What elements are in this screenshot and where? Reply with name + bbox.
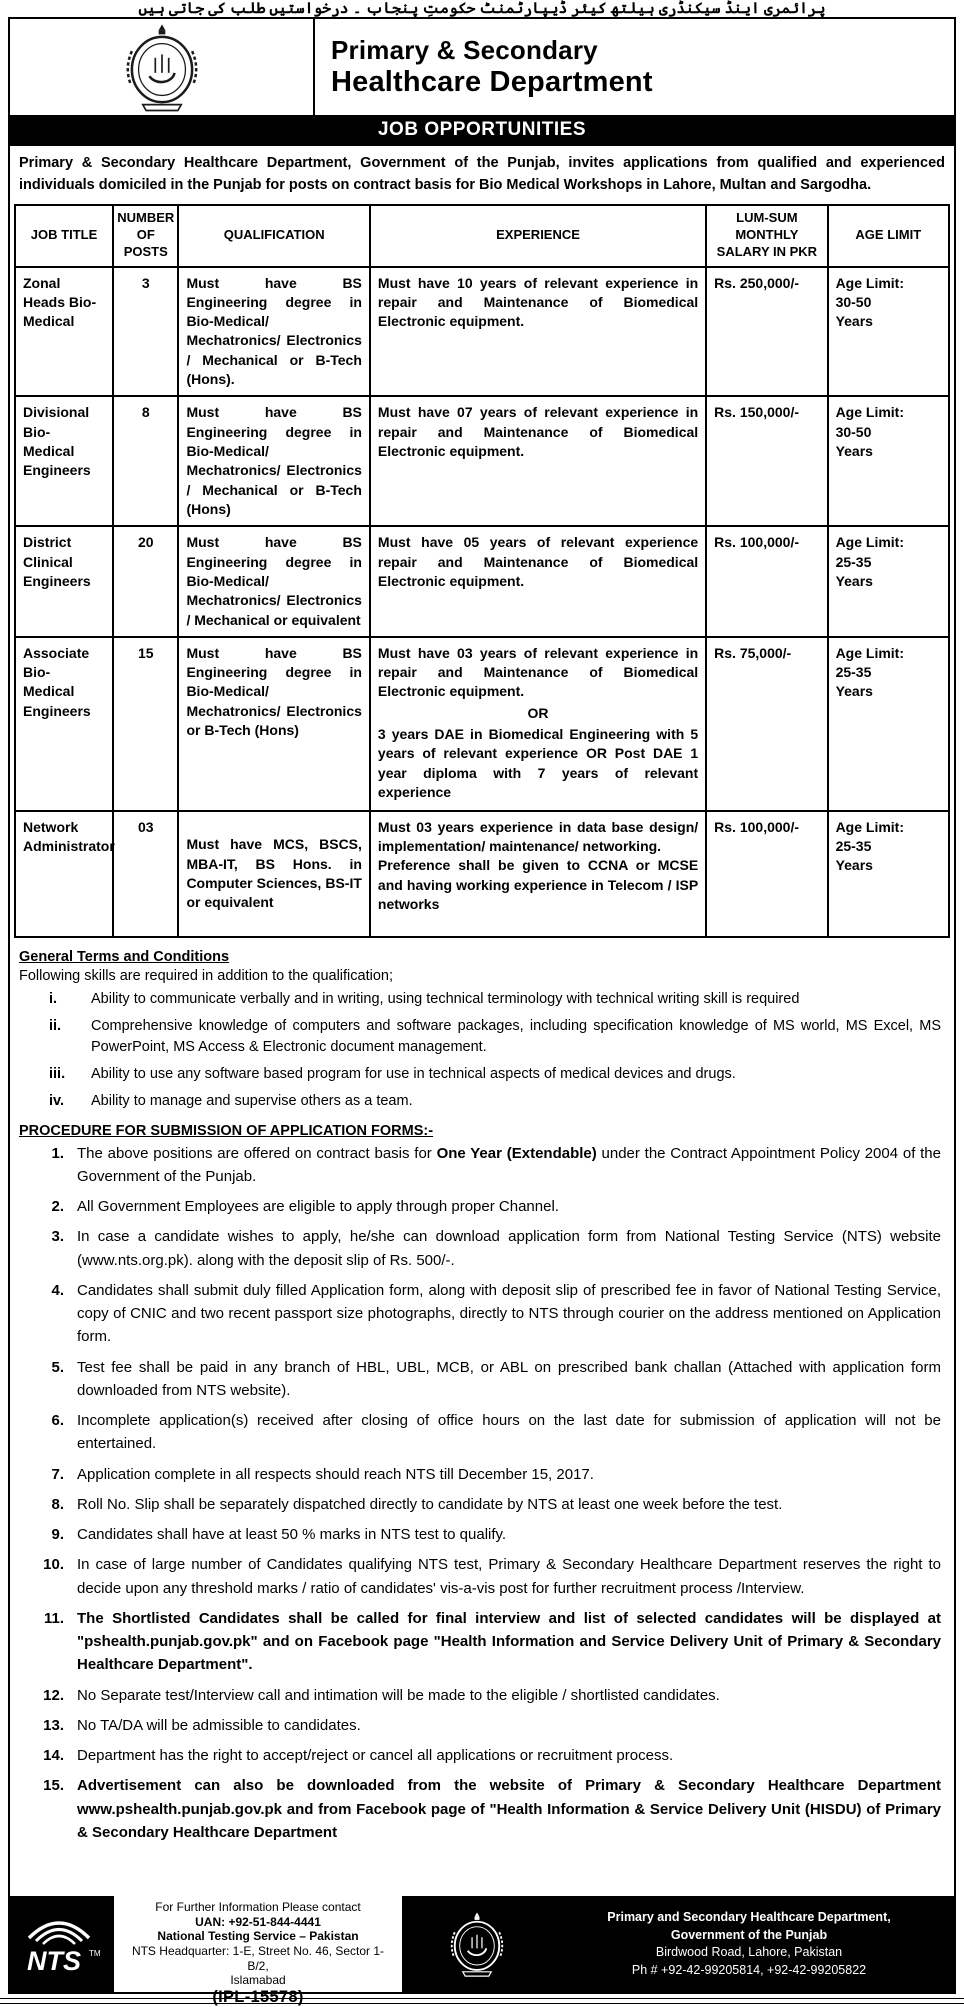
posts-cell: 3 — [113, 267, 178, 397]
experience-part1: Must 03 years experience in data base design/ implementation/ maintenance/ networking. — [377, 818, 699, 855]
terms-intro: Following skills are required in addition to the qualification; — [19, 967, 393, 984]
age-limit-unit: Years — [835, 313, 873, 330]
table-row — [15, 396, 949, 526]
job-title-cell: Network Administrator — [15, 811, 113, 937]
punjab-crest-footer-icon — [446, 1910, 508, 1978]
item1-bold: One Year (Extendable) — [436, 1144, 597, 1162]
ad-header — [10, 19, 954, 115]
clipped-urdu-line: پرائمری اینڈ سیکنڈری ہیلتھ کیئر ڈیپارٹمنٹ حکومتِ پنجاب ۔ درخواستیں طلب کی جاتی ہیں — [138, 0, 826, 17]
age-limit-cell — [828, 267, 949, 397]
qualification-cell: Must have BS Engineering degree in Bio-Medical/ Mechatronics/ Electronics or B-Tech (Hons) — [178, 637, 369, 811]
general-terms-section — [10, 944, 954, 1118]
age-limit-unit: Years — [835, 443, 873, 459]
terms-item — [19, 1064, 945, 1086]
procedure-item-number: 6. — [51, 1412, 64, 1430]
column-header-qualification: QUALIFICATION — [178, 205, 369, 267]
procedure-item-number: 3. — [51, 1228, 64, 1246]
procedure-item-text: Incomplete application(s) received after closing of office hours on the last date for submission of application will not be entertained. — [77, 1412, 941, 1453]
contact-line1: For Further Information Please contact — [155, 1900, 361, 1914]
procedure-item — [19, 1523, 945, 1546]
procedure-item-text: Candidates shall have at least 50 % marks in NTS test to qualify. — [77, 1526, 507, 1544]
footer-punjab-crest — [402, 1896, 552, 1992]
procedure-item — [19, 1714, 945, 1737]
age-limit-label: Age Limit: — [835, 644, 905, 661]
column-header-experience: EXPERIENCE — [370, 205, 706, 267]
procedure-item-text: Candidates shall submit duly filled Application form, along with deposit slip of prescribed fee in favor of National Testing Service, copy of CNIC and two recent passport size photographs, directly to NTS through courier on the address mentioned on Application form. — [77, 1281, 941, 1346]
procedure-item — [19, 1225, 945, 1272]
procedure-item-text: Department has the right to accept/reject or cancel all applications or recruitment process. — [77, 1747, 674, 1765]
procedure-item — [19, 1463, 945, 1486]
procedure-item-number: 1. — [51, 1144, 64, 1162]
experience-cell: Must have 10 years of relevant experience in repair and Maintenance of Biomedical Electronic equipment. — [370, 267, 706, 397]
punjab-crest-logo — [10, 19, 315, 115]
job-title-cell: Associate Bio- Medical Engineers — [15, 637, 113, 811]
salary-cell: Rs. 150,000/- — [706, 396, 827, 526]
experience-part1: Must have 03 years of relevant experience in repair and Maintenance of Biomedical Electronic equipment. — [377, 644, 699, 700]
procedure-item-number: 10. — [43, 1556, 64, 1574]
procedure-item-text: No TA/DA will be admissible to candidates. — [77, 1716, 361, 1734]
salary-cell: Rs. 250,000/- — [706, 267, 827, 397]
experience-or-separator: OR — [527, 704, 549, 721]
general-terms-heading: General Terms and Conditions — [19, 948, 230, 965]
procedure-item-text: In case of large number of Candidates qualifying NTS test, Primary & Secondary Healthcare Department reserves the right to decide upon any threshold marks / ratio of candidates' vis-a-vis post for further recruitment process /Interview. — [77, 1556, 941, 1597]
qualification-cell: Must have MCS, BSCS, MBA-IT, BS Hons. in Computer Sciences, BS-IT or equivalent — [178, 811, 369, 937]
item1-pre: The above positions are offered on contract basis for — [77, 1144, 437, 1162]
nts-contact-panel — [114, 1896, 402, 2006]
procedure-item-number: 11. — [43, 1609, 64, 1627]
procedure-heading: PROCEDURE FOR SUBMISSION OF APPLICATION FORMS:- — [19, 1122, 434, 1139]
posts-cell: 8 — [113, 396, 178, 526]
terms-item — [19, 989, 945, 1011]
age-limit-cell — [828, 526, 949, 637]
item1-post: under the Contract Appointment Policy 2004 of the Government of the Punjab. — [77, 1144, 941, 1185]
terms-item — [19, 1016, 945, 1060]
procedure-item-text: All Government Employees are eligible to apply through proper Channel. — [77, 1198, 559, 1216]
salary-cell: Rs. 100,000/- — [706, 526, 827, 637]
procedure-item-text: Application complete in all respects should reach NTS till December 15, 2017. — [77, 1465, 594, 1483]
table-row — [15, 811, 949, 937]
table-row — [15, 637, 949, 811]
age-limit-label: Age Limit: — [835, 404, 905, 421]
procedure-item-text: Test fee shall be paid in any branch of HBL, UBL, MCB, or ABL on prescribed bank challan (Attached with application form downloaded from NTS website). — [77, 1358, 941, 1399]
department-title-line2: Healthcare Department — [331, 66, 653, 98]
posts-cell: 20 — [113, 526, 178, 637]
dept-line4: Ph # +92-42-99205814, +92-42-99205822 — [631, 1962, 867, 1977]
column-header-posts: NUMBER OF POSTS — [113, 205, 178, 267]
age-limit-cell — [828, 396, 949, 526]
procedure-item-number: 4. — [51, 1281, 64, 1299]
age-limit-unit: Years — [835, 857, 873, 874]
procedure-item-text: The Shortlisted Candidates shall be called for final interview and list of selected candidates will be displayed at "pshealth.punjab.gov.pk" and on Facebook page "Health Information and Service Delivery Unit of Primary & Secondary Healthcare Department". — [77, 1609, 941, 1674]
experience-part2: Preference shall be given to CCNA or MCSE and having working experience in Telecom / ISP networks — [377, 857, 699, 913]
contact-address1: NTS Headquarter: 1-E, Street No. 46, Sector 1- B/2, — [131, 1943, 385, 1973]
experience-cell: Must have 05 years of relevant experience repair and Maintenance of Biomedical Electronic equipment. — [370, 526, 706, 637]
procedure-item-number: 9. — [51, 1526, 64, 1544]
experience-cell — [370, 811, 706, 937]
salary-cell: Rs. 100,000/- — [706, 811, 827, 937]
procedure-item — [19, 1774, 945, 1844]
table-header-row — [15, 205, 949, 267]
procedure-section — [10, 1118, 954, 1852]
experience-cell — [370, 637, 706, 811]
procedure-item — [19, 1142, 945, 1189]
bottom-double-rule — [0, 1998, 964, 2004]
age-limit-range: 25-35 — [835, 553, 872, 570]
nts-logo — [10, 1896, 114, 1992]
svg-text:TM: TM — [89, 1949, 101, 1958]
procedure-item — [19, 1195, 945, 1218]
terms-item-number: iii. — [49, 1066, 66, 1083]
age-limit-range: 30-50 — [835, 423, 872, 440]
procedure-item — [19, 1553, 945, 1600]
job-advertisement — [8, 17, 956, 2006]
procedure-item-text: In case a candidate wishes to apply, he/she can download application form from National Testing Service (NTS) website (www.nts.org.pk). along with the deposit slip of Rs. 500/-. — [77, 1228, 941, 1269]
terms-item-number: i. — [49, 990, 58, 1007]
procedure-item — [19, 1356, 945, 1403]
procedure-item-number: 13. — [43, 1716, 64, 1734]
qualification-cell: Must have BS Engineering degree in Bio-Medical/ Mechatronics/ Electronics / Mechanical or B-Tech (Hons). — [178, 267, 369, 397]
contact-org: National Testing Service – Pakistan — [157, 1929, 359, 1944]
terms-item-text: Comprehensive knowledge of computers and software packages, including specification knowledge of MS world, MS Excel, MS PowerPoint, MS Access & Electronic document management. — [91, 1017, 941, 1056]
qualification-cell: Must have BS Engineering degree in Bio-Medical/ Mechatronics/ Electronics / Mechanical or B-Tech (Hons) — [178, 396, 369, 526]
procedure-item-text: Roll No. Slip shall be separately dispatched directly to candidate by NTS at least one week before the test. — [77, 1495, 783, 1513]
terms-item-text: Ability to use any software based program for use in technical aspects of medical devices and drugs. — [91, 1066, 736, 1083]
procedure-item — [19, 1279, 945, 1349]
job-title-cell: Divisional Bio- Medical Engineers — [15, 396, 113, 526]
age-limit-unit: Years — [835, 572, 873, 589]
department-title-line1: Primary & Secondary — [331, 35, 598, 65]
svg-text:NTS: NTS — [27, 1946, 81, 1976]
department-address-block — [552, 1896, 954, 1992]
age-limit-cell — [828, 637, 949, 811]
experience-part2: 3 years DAE in Biomedical Engineering with 5 years of relevant experience OR Post DAE 1 year diploma with 7 years of relevant experience — [377, 726, 699, 800]
age-limit-range: 30-50 — [835, 293, 872, 310]
department-title-block — [315, 19, 954, 115]
age-limit-label: Age Limit: — [835, 818, 905, 835]
table-row — [15, 526, 949, 637]
job-title-cell: District Clinical Engineers — [15, 526, 113, 637]
salary-cell: Rs. 75,000/- — [706, 637, 827, 811]
age-limit-label: Age Limit: — [835, 274, 905, 291]
terms-item-text: Ability to communicate verbally and in writing, using technical terminology with technical writing skill is required — [91, 990, 800, 1007]
procedure-item — [19, 1409, 945, 1456]
procedure-item-number: 15. — [43, 1777, 64, 1795]
contact-uan: UAN: +92-51-844-4441 — [195, 1914, 321, 1929]
job-title-cell: Zonal Heads Bio- Medical — [15, 267, 113, 397]
dept-line1: Primary and Secondary Healthcare Department, — [607, 1910, 891, 1924]
procedure-item-text — [77, 1142, 945, 1189]
terms-item-text: Ability to manage and supervise others as a team. — [91, 1092, 413, 1109]
procedure-item — [19, 1684, 945, 1707]
dept-line3: Birdwood Road, Lahore, Pakistan — [655, 1945, 843, 1959]
terms-item — [19, 1091, 945, 1113]
age-limit-unit: Years — [835, 683, 873, 700]
procedure-item — [19, 1607, 945, 1677]
terms-item-number: ii. — [49, 1017, 62, 1034]
procedure-item-text: Advertisement can also be downloaded from the website of Primary & Secondary Healthcare Department www.pshealth.punjab.gov.pk and from Facebook page of "Health Information & Service Delivery Unit (HISDU) of Primary & Secondary Healthcare Department — [77, 1777, 941, 1841]
nts-logo-icon — [19, 1912, 105, 1976]
experience-cell: Must have 07 years of relevant experience in repair and Maintenance of Biomedical Electronic equipment. — [370, 396, 706, 526]
procedure-item-number: 5. — [51, 1358, 64, 1376]
footer-bar — [10, 1896, 954, 2006]
age-limit-cell — [828, 811, 949, 937]
terms-item-number: iv. — [49, 1092, 65, 1109]
age-limit-range: 25-35 — [835, 838, 872, 855]
clipped-newspaper-urdu-text — [0, 0, 964, 15]
contact-address2: Islamabad — [230, 1973, 286, 1988]
table-row — [15, 267, 949, 397]
procedure-item-number: 14. — [43, 1747, 64, 1765]
posts-cell: 15 — [113, 637, 178, 811]
column-header-job-title: JOB TITLE — [15, 205, 113, 267]
procedure-item-number: 8. — [51, 1495, 64, 1513]
dept-line2: Government of the Punjab — [670, 1927, 828, 1942]
intro-paragraph: Primary & Secondary Healthcare Department, Government of the Punjab, invites applications from qualified and experienced individuals domiciled in the Punjab for posts on contract basis for Bio Medical Workshops in Lahore, Multan and Sargodha. — [19, 155, 945, 193]
procedure-item-text: No Separate test/Interview call and intimation will be made to the eligible / shortlisted candidates. — [77, 1686, 720, 1704]
procedure-item — [19, 1493, 945, 1516]
age-limit-label: Age Limit: — [835, 534, 905, 551]
jobs-table — [14, 204, 950, 938]
age-limit-range: 25-35 — [835, 664, 872, 681]
procedure-item-number: 7. — [51, 1465, 64, 1483]
procedure-item-number: 12. — [43, 1686, 64, 1704]
procedure-item — [19, 1744, 945, 1767]
column-header-age-limit: AGE LIMIT — [828, 205, 949, 267]
posts-cell: 03 — [113, 811, 178, 937]
ipl-code: (IPL-15578) — [212, 1987, 304, 2006]
punjab-crest-icon — [118, 21, 206, 113]
column-header-salary: LUM-SUM MONTHLY SALARY IN PKR — [706, 205, 827, 267]
procedure-item-number: 2. — [51, 1198, 64, 1216]
qualification-cell: Must have BS Engineering degree in Bio-Medical/ Mechatronics/ Electronics / Mechanical or equivalent — [178, 526, 369, 637]
job-opportunities-banner: JOB OPPORTUNITIES — [10, 115, 954, 146]
